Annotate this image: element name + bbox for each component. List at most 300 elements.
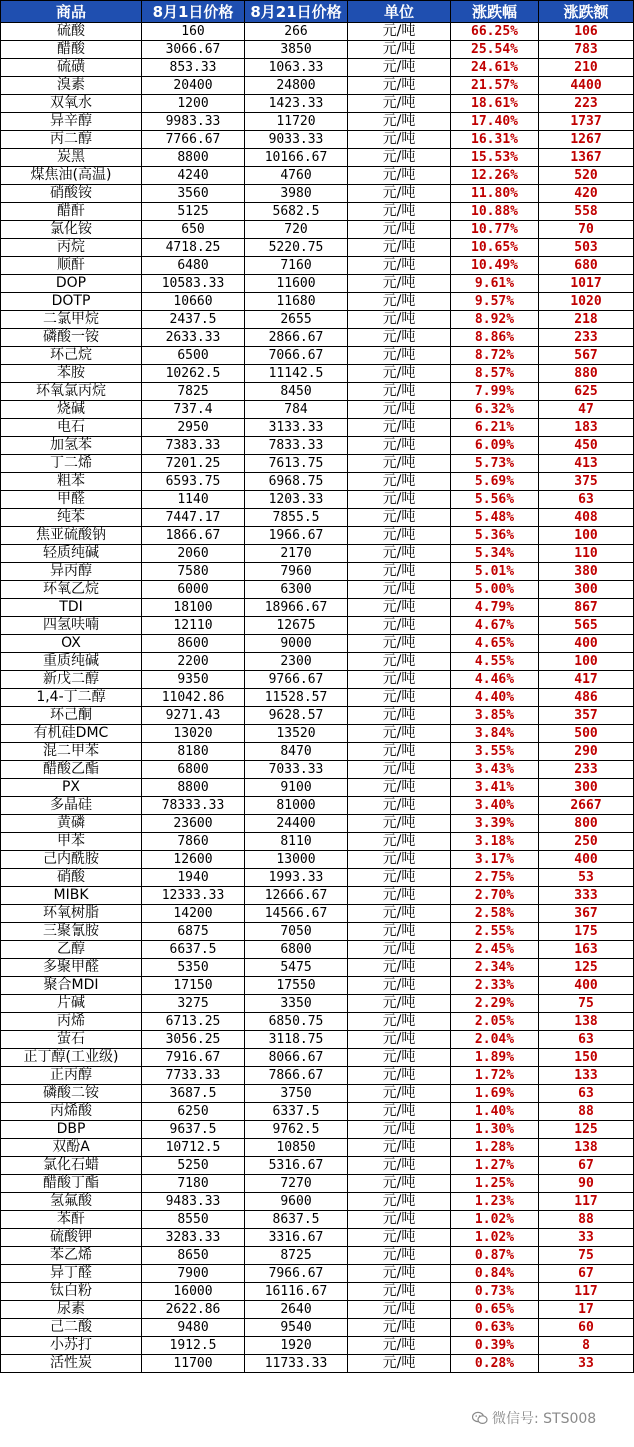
change-pct-cell: 6.21% [451, 419, 539, 437]
table-row [1, 1121, 634, 1139]
change-amount-cell: 300 [539, 581, 634, 599]
price-aug21-cell: 7833.33 [245, 437, 348, 455]
unit-cell: 元/吨 [348, 743, 451, 761]
change-pct-cell: 8.92% [451, 311, 539, 329]
price-aug21-cell: 8450 [245, 383, 348, 401]
price-aug21-cell: 7966.67 [245, 1265, 348, 1283]
change-amount-cell: 33 [539, 1355, 634, 1373]
price-aug21-cell: 2170 [245, 545, 348, 563]
table-row [1, 1085, 634, 1103]
price-aug21-cell: 7160 [245, 257, 348, 275]
price-aug21-cell: 7033.33 [245, 761, 348, 779]
table-row [1, 689, 634, 707]
table-row [1, 869, 634, 887]
price-aug1-cell: 7180 [142, 1175, 245, 1193]
change-amount-cell: 133 [539, 1067, 634, 1085]
table-row [1, 167, 634, 185]
table-body [1, 23, 634, 1373]
change-pct-cell: 4.65% [451, 635, 539, 653]
change-pct-cell: 10.49% [451, 257, 539, 275]
table-row [1, 1031, 634, 1049]
price-aug1-cell: 12600 [142, 851, 245, 869]
commodity-cell: 醋酸丁酯 [1, 1175, 142, 1193]
price-aug1-cell: 7900 [142, 1265, 245, 1283]
table-row [1, 707, 634, 725]
unit-cell: 元/吨 [348, 23, 451, 41]
change-pct-cell: 3.43% [451, 761, 539, 779]
table-row [1, 221, 634, 239]
header-price-aug1: 8月1日价格 [142, 1, 245, 23]
change-pct-cell: 8.86% [451, 329, 539, 347]
table-row [1, 347, 634, 365]
price-aug1-cell: 5350 [142, 959, 245, 977]
price-aug1-cell: 78333.33 [142, 797, 245, 815]
commodity-cell: DOP [1, 275, 142, 293]
unit-cell: 元/吨 [348, 617, 451, 635]
price-aug21-cell: 7066.67 [245, 347, 348, 365]
price-aug21-cell: 3316.67 [245, 1229, 348, 1247]
price-aug21-cell: 7855.5 [245, 509, 348, 527]
price-aug1-cell: 853.33 [142, 59, 245, 77]
commodity-cell: 双氧水 [1, 95, 142, 113]
unit-cell: 元/吨 [348, 869, 451, 887]
commodity-cell: 小苏打 [1, 1337, 142, 1355]
change-amount-cell: 67 [539, 1265, 634, 1283]
unit-cell: 元/吨 [348, 383, 451, 401]
commodity-cell: 氢氟酸 [1, 1193, 142, 1211]
price-aug21-cell: 8637.5 [245, 1211, 348, 1229]
change-amount-cell: 565 [539, 617, 634, 635]
price-aug1-cell: 6593.75 [142, 473, 245, 491]
price-aug21-cell: 9000 [245, 635, 348, 653]
commodity-cell: 硫磺 [1, 59, 142, 77]
price-aug1-cell: 9637.5 [142, 1121, 245, 1139]
table-row [1, 725, 634, 743]
change-amount-cell: 218 [539, 311, 634, 329]
change-amount-cell: 70 [539, 221, 634, 239]
table-row [1, 1283, 634, 1301]
price-aug1-cell: 6480 [142, 257, 245, 275]
commodity-cell: 片碱 [1, 995, 142, 1013]
table-row [1, 149, 634, 167]
commodity-cell: 丙烯 [1, 1013, 142, 1031]
table-row [1, 905, 634, 923]
commodity-cell: OX [1, 635, 142, 653]
unit-cell: 元/吨 [348, 797, 451, 815]
price-aug1-cell: 8800 [142, 149, 245, 167]
table-row [1, 41, 634, 59]
price-aug21-cell: 81000 [245, 797, 348, 815]
table-row [1, 419, 634, 437]
table-row [1, 1193, 634, 1211]
change-pct-cell: 17.40% [451, 113, 539, 131]
commodity-cell: 活性炭 [1, 1355, 142, 1373]
price-aug21-cell: 9600 [245, 1193, 348, 1211]
table-row [1, 203, 634, 221]
change-amount-cell: 375 [539, 473, 634, 491]
price-aug21-cell: 11720 [245, 113, 348, 131]
price-aug1-cell: 1912.5 [142, 1337, 245, 1355]
price-aug21-cell: 11733.33 [245, 1355, 348, 1373]
change-amount-cell: 450 [539, 437, 634, 455]
commodity-cell: 甲醛 [1, 491, 142, 509]
change-pct-cell: 5.36% [451, 527, 539, 545]
change-pct-cell: 4.79% [451, 599, 539, 617]
price-aug21-cell: 3980 [245, 185, 348, 203]
commodity-cell: 加氢苯 [1, 437, 142, 455]
table-row [1, 635, 634, 653]
change-amount-cell: 1017 [539, 275, 634, 293]
change-amount-cell: 1367 [539, 149, 634, 167]
change-amount-cell: 88 [539, 1103, 634, 1121]
change-amount-cell: 567 [539, 347, 634, 365]
commodity-cell: 炭黑 [1, 149, 142, 167]
unit-cell: 元/吨 [348, 347, 451, 365]
change-amount-cell: 1020 [539, 293, 634, 311]
price-aug1-cell: 10712.5 [142, 1139, 245, 1157]
commodity-cell: 环氧乙烷 [1, 581, 142, 599]
commodity-cell: 环氧氯丙烷 [1, 383, 142, 401]
commodity-cell: 己内酰胺 [1, 851, 142, 869]
price-aug21-cell: 1966.67 [245, 527, 348, 545]
unit-cell: 元/吨 [348, 509, 451, 527]
unit-cell: 元/吨 [348, 1031, 451, 1049]
table-row [1, 581, 634, 599]
change-pct-cell: 1.30% [451, 1121, 539, 1139]
price-aug21-cell: 3850 [245, 41, 348, 59]
change-amount-cell: 60 [539, 1319, 634, 1337]
unit-cell: 元/吨 [348, 113, 451, 131]
table-row [1, 1013, 634, 1031]
price-aug1-cell: 4718.25 [142, 239, 245, 257]
commodity-cell: 轻质纯碱 [1, 545, 142, 563]
change-amount-cell: 290 [539, 743, 634, 761]
change-pct-cell: 2.33% [451, 977, 539, 995]
table-row [1, 239, 634, 257]
commodity-cell: 异丙醇 [1, 563, 142, 581]
change-pct-cell: 1.23% [451, 1193, 539, 1211]
change-amount-cell: 223 [539, 95, 634, 113]
unit-cell: 元/吨 [348, 77, 451, 95]
price-aug1-cell: 10660 [142, 293, 245, 311]
price-aug1-cell: 3056.25 [142, 1031, 245, 1049]
price-aug1-cell: 1866.67 [142, 527, 245, 545]
unit-cell: 元/吨 [348, 1193, 451, 1211]
change-amount-cell: 400 [539, 851, 634, 869]
table-row [1, 329, 634, 347]
unit-cell: 元/吨 [348, 815, 451, 833]
change-pct-cell: 0.39% [451, 1337, 539, 1355]
price-aug1-cell: 650 [142, 221, 245, 239]
change-pct-cell: 2.55% [451, 923, 539, 941]
price-aug21-cell: 6337.5 [245, 1103, 348, 1121]
commodity-cell: 焦亚硫酸钠 [1, 527, 142, 545]
change-pct-cell: 0.28% [451, 1355, 539, 1373]
commodity-cell: 丙烯酸 [1, 1103, 142, 1121]
change-pct-cell: 2.58% [451, 905, 539, 923]
change-pct-cell: 10.88% [451, 203, 539, 221]
change-amount-cell: 413 [539, 455, 634, 473]
table-row [1, 671, 634, 689]
unit-cell: 元/吨 [348, 833, 451, 851]
change-pct-cell: 10.65% [451, 239, 539, 257]
change-pct-cell: 0.84% [451, 1265, 539, 1283]
change-pct-cell: 15.53% [451, 149, 539, 167]
commodity-cell: 苯酐 [1, 1211, 142, 1229]
table-row [1, 491, 634, 509]
unit-cell: 元/吨 [348, 761, 451, 779]
price-aug21-cell: 11600 [245, 275, 348, 293]
price-aug21-cell: 6850.75 [245, 1013, 348, 1031]
unit-cell: 元/吨 [348, 59, 451, 77]
price-aug1-cell: 1140 [142, 491, 245, 509]
commodity-cell: 顺酐 [1, 257, 142, 275]
change-pct-cell: 3.85% [451, 707, 539, 725]
price-aug21-cell: 1063.33 [245, 59, 348, 77]
change-amount-cell: 558 [539, 203, 634, 221]
price-aug1-cell: 6637.5 [142, 941, 245, 959]
change-pct-cell: 1.02% [451, 1211, 539, 1229]
unit-cell: 元/吨 [348, 275, 451, 293]
change-pct-cell: 5.00% [451, 581, 539, 599]
price-aug1-cell: 6250 [142, 1103, 245, 1121]
price-aug1-cell: 2622.86 [142, 1301, 245, 1319]
commodity-cell: 电石 [1, 419, 142, 437]
change-pct-cell: 1.27% [451, 1157, 539, 1175]
unit-cell: 元/吨 [348, 581, 451, 599]
commodity-cell: 粗苯 [1, 473, 142, 491]
unit-cell: 元/吨 [348, 1319, 451, 1337]
price-aug21-cell: 2655 [245, 311, 348, 329]
change-pct-cell: 3.17% [451, 851, 539, 869]
unit-cell: 元/吨 [348, 707, 451, 725]
table-row [1, 887, 634, 905]
commodity-cell: 硝酸 [1, 869, 142, 887]
table-row [1, 1103, 634, 1121]
header-commodity: 商品 [1, 1, 142, 23]
change-amount-cell: 138 [539, 1139, 634, 1157]
change-amount-cell: 400 [539, 635, 634, 653]
price-aug1-cell: 7733.33 [142, 1067, 245, 1085]
unit-cell: 元/吨 [348, 1229, 451, 1247]
table-row [1, 1211, 634, 1229]
commodity-cell: 己二酸 [1, 1319, 142, 1337]
unit-cell: 元/吨 [348, 455, 451, 473]
change-amount-cell: 417 [539, 671, 634, 689]
price-aug21-cell: 6300 [245, 581, 348, 599]
commodity-cell: 丁二烯 [1, 455, 142, 473]
change-pct-cell: 10.77% [451, 221, 539, 239]
change-amount-cell: 520 [539, 167, 634, 185]
change-amount-cell: 4400 [539, 77, 634, 95]
unit-cell: 元/吨 [348, 599, 451, 617]
commodity-cell: 萤石 [1, 1031, 142, 1049]
change-pct-cell: 11.80% [451, 185, 539, 203]
watermark [472, 1408, 596, 1428]
table-row [1, 455, 634, 473]
change-amount-cell: 63 [539, 1085, 634, 1103]
commodity-cell: 双酚A [1, 1139, 142, 1157]
change-amount-cell: 380 [539, 563, 634, 581]
price-aug21-cell: 5682.5 [245, 203, 348, 221]
table-row [1, 1157, 634, 1175]
table-row [1, 779, 634, 797]
price-aug1-cell: 6000 [142, 581, 245, 599]
price-aug1-cell: 2060 [142, 545, 245, 563]
price-aug21-cell: 7613.75 [245, 455, 348, 473]
price-aug21-cell: 6968.75 [245, 473, 348, 491]
commodity-cell: 磷酸二铵 [1, 1085, 142, 1103]
commodity-cell: 苯乙烯 [1, 1247, 142, 1265]
change-amount-cell: 1737 [539, 113, 634, 131]
price-aug21-cell: 8470 [245, 743, 348, 761]
table-row [1, 527, 634, 545]
unit-cell: 元/吨 [348, 203, 451, 221]
table-row [1, 293, 634, 311]
commodity-cell: 醋酸乙酯 [1, 761, 142, 779]
commodity-cell: 环己烷 [1, 347, 142, 365]
wechat-icon [472, 1411, 488, 1425]
commodity-cell: 丙二醇 [1, 131, 142, 149]
change-pct-cell: 1.72% [451, 1067, 539, 1085]
price-aug21-cell: 2866.67 [245, 329, 348, 347]
unit-cell: 元/吨 [348, 1121, 451, 1139]
change-amount-cell: 503 [539, 239, 634, 257]
table-row [1, 437, 634, 455]
table-row [1, 311, 634, 329]
change-pct-cell: 2.34% [451, 959, 539, 977]
price-aug21-cell: 12666.67 [245, 887, 348, 905]
table-row [1, 1247, 634, 1265]
price-aug21-cell: 7270 [245, 1175, 348, 1193]
price-aug21-cell: 7960 [245, 563, 348, 581]
commodity-cell: 硝酸铵 [1, 185, 142, 203]
table-row [1, 95, 634, 113]
commodity-cell: 苯胺 [1, 365, 142, 383]
price-aug1-cell: 7916.67 [142, 1049, 245, 1067]
price-aug1-cell: 9483.33 [142, 1193, 245, 1211]
commodity-cell: 纯苯 [1, 509, 142, 527]
change-pct-cell: 3.41% [451, 779, 539, 797]
price-aug21-cell: 1203.33 [245, 491, 348, 509]
price-aug1-cell: 10583.33 [142, 275, 245, 293]
table-row [1, 1229, 634, 1247]
commodity-cell: 多晶硅 [1, 797, 142, 815]
watermark-text: 微信号: STS008 [492, 1411, 597, 1427]
commodity-cell: 钛白粉 [1, 1283, 142, 1301]
price-aug1-cell: 6500 [142, 347, 245, 365]
change-amount-cell: 500 [539, 725, 634, 743]
change-pct-cell: 3.18% [451, 833, 539, 851]
change-amount-cell: 163 [539, 941, 634, 959]
price-aug21-cell: 6800 [245, 941, 348, 959]
change-pct-cell: 0.87% [451, 1247, 539, 1265]
change-pct-cell: 66.25% [451, 23, 539, 41]
price-aug21-cell: 3750 [245, 1085, 348, 1103]
commodity-cell: 磷酸一铵 [1, 329, 142, 347]
unit-cell: 元/吨 [348, 563, 451, 581]
unit-cell: 元/吨 [348, 977, 451, 995]
price-aug1-cell: 9983.33 [142, 113, 245, 131]
price-aug1-cell: 12110 [142, 617, 245, 635]
change-pct-cell: 0.73% [451, 1283, 539, 1301]
price-aug1-cell: 23600 [142, 815, 245, 833]
change-amount-cell: 333 [539, 887, 634, 905]
change-amount-cell: 420 [539, 185, 634, 203]
unit-cell: 元/吨 [348, 959, 451, 977]
unit-cell: 元/吨 [348, 1175, 451, 1193]
unit-cell: 元/吨 [348, 1157, 451, 1175]
unit-cell: 元/吨 [348, 1103, 451, 1121]
table-row [1, 995, 634, 1013]
change-amount-cell: 100 [539, 527, 634, 545]
price-aug1-cell: 16000 [142, 1283, 245, 1301]
change-amount-cell: 90 [539, 1175, 634, 1193]
price-aug21-cell: 3133.33 [245, 419, 348, 437]
change-amount-cell: 1267 [539, 131, 634, 149]
change-amount-cell: 300 [539, 779, 634, 797]
change-pct-cell: 5.73% [451, 455, 539, 473]
change-amount-cell: 183 [539, 419, 634, 437]
unit-cell: 元/吨 [348, 491, 451, 509]
commodity-cell: 醋酸 [1, 41, 142, 59]
change-amount-cell: 125 [539, 959, 634, 977]
price-aug21-cell: 17550 [245, 977, 348, 995]
commodity-cell: 重质纯碱 [1, 653, 142, 671]
price-aug1-cell: 7766.67 [142, 131, 245, 149]
table-row [1, 275, 634, 293]
change-amount-cell: 63 [539, 491, 634, 509]
price-aug1-cell: 6713.25 [142, 1013, 245, 1031]
change-pct-cell: 12.26% [451, 167, 539, 185]
table-row [1, 1355, 634, 1373]
commodity-cell: 新戊二醇 [1, 671, 142, 689]
unit-cell: 元/吨 [348, 1355, 451, 1373]
table-row [1, 1301, 634, 1319]
change-amount-cell: 33 [539, 1229, 634, 1247]
price-aug21-cell: 5475 [245, 959, 348, 977]
unit-cell: 元/吨 [348, 923, 451, 941]
unit-cell: 元/吨 [348, 1067, 451, 1085]
price-aug21-cell: 16116.67 [245, 1283, 348, 1301]
change-pct-cell: 3.39% [451, 815, 539, 833]
table-row [1, 1139, 634, 1157]
change-pct-cell: 25.54% [451, 41, 539, 59]
unit-cell: 元/吨 [348, 941, 451, 959]
price-aug21-cell: 24400 [245, 815, 348, 833]
change-pct-cell: 18.61% [451, 95, 539, 113]
table-row [1, 113, 634, 131]
header-change-pct: 涨跌幅 [451, 1, 539, 23]
price-aug1-cell: 5250 [142, 1157, 245, 1175]
price-aug1-cell: 9271.43 [142, 707, 245, 725]
change-amount-cell: 138 [539, 1013, 634, 1031]
price-aug1-cell: 13020 [142, 725, 245, 743]
unit-cell: 元/吨 [348, 1049, 451, 1067]
commodity-cell: 甲苯 [1, 833, 142, 851]
price-aug1-cell: 7860 [142, 833, 245, 851]
commodity-cell: 烧碱 [1, 401, 142, 419]
price-aug1-cell: 5125 [142, 203, 245, 221]
unit-cell: 元/吨 [348, 473, 451, 491]
change-pct-cell: 3.55% [451, 743, 539, 761]
price-aug1-cell: 2200 [142, 653, 245, 671]
price-aug1-cell: 8600 [142, 635, 245, 653]
table-row [1, 941, 634, 959]
change-pct-cell: 5.56% [451, 491, 539, 509]
price-aug1-cell: 18100 [142, 599, 245, 617]
unit-cell: 元/吨 [348, 131, 451, 149]
